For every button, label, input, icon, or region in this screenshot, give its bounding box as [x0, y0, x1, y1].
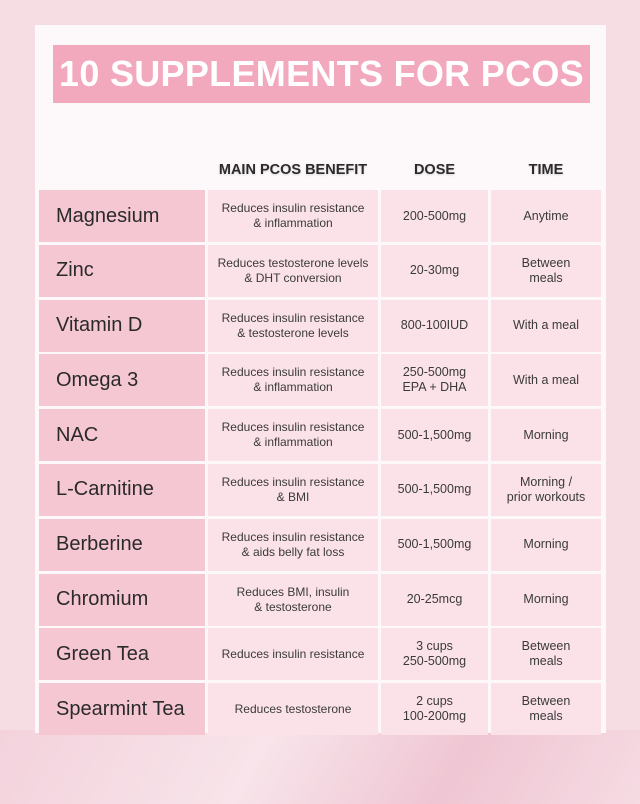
table-row [39, 409, 604, 461]
benefit-cell: Reduces insulin resistance & inflammation [208, 409, 378, 461]
benefit-cell: Reduces BMI, insulin & testosterone [208, 574, 378, 626]
time-cell: Between meals [491, 683, 601, 735]
header-time: TIME [528, 162, 564, 178]
infographic-card [35, 25, 606, 733]
time-cell: Between meals [491, 628, 601, 680]
dose-cell: 20-30mg [381, 245, 488, 297]
dose-cell: 800-100IUD [381, 300, 488, 352]
supplement-name: Magnesium [39, 190, 205, 242]
time-cell: Morning [491, 519, 601, 571]
dose-cell: 250-500mg EPA + DHA [381, 354, 488, 406]
table-row [39, 354, 604, 406]
supplement-name: Vitamin D [39, 300, 205, 352]
dose-cell: 500-1,500mg [381, 519, 488, 571]
benefit-cell: Reduces insulin resistance & aids belly fat loss [208, 519, 378, 571]
time-cell: Morning / prior workouts [491, 464, 601, 516]
header-dose: DOSE [413, 162, 456, 178]
table-row [39, 683, 604, 735]
table-row [39, 464, 604, 516]
dose-cell: 500-1,500mg [381, 409, 488, 461]
dose-cell: 20-25mcg [381, 574, 488, 626]
time-cell: With a meal [491, 300, 601, 352]
supplement-name: Green Tea [39, 628, 205, 680]
benefit-cell: Reduces insulin resistance & BMI [208, 464, 378, 516]
supplement-name: Berberine [39, 519, 205, 571]
benefit-cell: Reduces insulin resistance & inflammation [208, 354, 378, 406]
header-benefit: MAIN PCOS BENEFIT [218, 162, 368, 178]
time-cell: Anytime [491, 190, 601, 242]
supplement-name: NAC [39, 409, 205, 461]
benefit-cell: Reduces testosterone levels & DHT conversion [208, 245, 378, 297]
time-cell: Morning [491, 574, 601, 626]
table-row [39, 300, 604, 352]
benefit-cell: Reduces insulin resistance [208, 628, 378, 680]
benefit-cell: Reduces insulin resistance & testosterone levels [208, 300, 378, 352]
time-cell: Morning [491, 409, 601, 461]
supplement-name: Spearmint Tea [39, 683, 205, 735]
table-row [39, 245, 604, 297]
dose-cell: 500-1,500mg [381, 464, 488, 516]
dose-cell: 200-500mg [381, 190, 488, 242]
table-row [39, 519, 604, 571]
supplement-name: L-Carnitine [39, 464, 205, 516]
time-cell: Between meals [491, 245, 601, 297]
supplement-name: Chromium [39, 574, 205, 626]
time-cell: With a meal [491, 354, 601, 406]
table-row [39, 628, 604, 680]
table-row [39, 574, 604, 626]
supplement-name: Omega 3 [39, 354, 205, 406]
benefit-cell: Reduces insulin resistance & inflammation [208, 190, 378, 242]
dose-cell: 2 cups 100-200mg [381, 683, 488, 735]
page-title: 10 SUPPLEMENTS FOR PCOS [53, 45, 590, 103]
benefit-cell: Reduces testosterone [208, 683, 378, 735]
supplements-table [39, 190, 604, 738]
dose-cell: 3 cups 250-500mg [381, 628, 488, 680]
table-row [39, 190, 604, 242]
background-decoration [0, 730, 640, 804]
supplement-name: Zinc [39, 245, 205, 297]
